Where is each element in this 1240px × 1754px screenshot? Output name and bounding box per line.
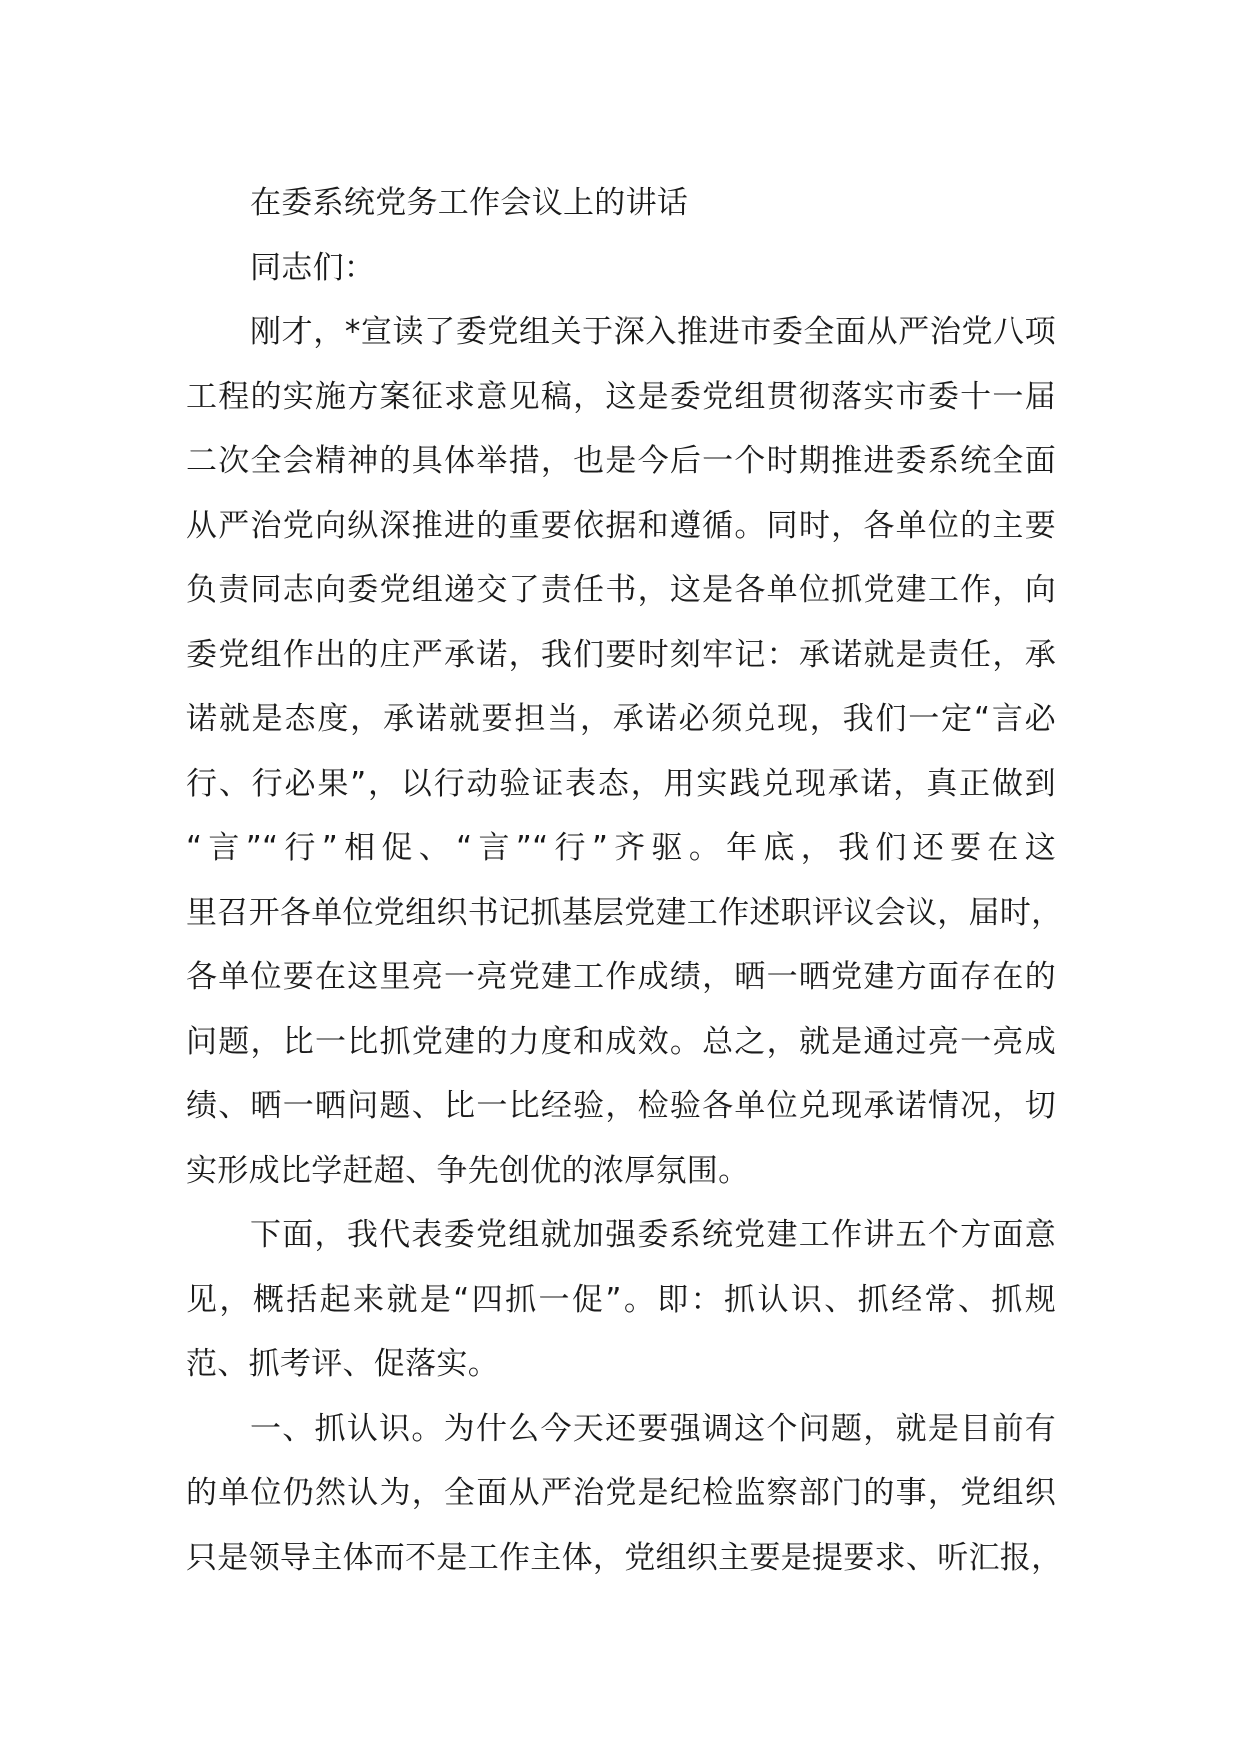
paragraph-1-line: 从严治党向纵深推进的重要依据和遵循。同时，各单位的主要 <box>186 507 1056 544</box>
document-title: 在委系统党务工作会议上的讲话 <box>250 185 689 221</box>
paragraph-1-line: “言”“行”相促、“言”“行”齐驱。年底，我们还要在这 <box>186 830 1056 866</box>
paragraph-1-line: 行、行必果”，以行动验证表态，用实践兑现承诺，真正做到 <box>186 765 1056 802</box>
paragraph-2-line: 下面，我代表委党组就加强委系统党建工作讲五个方面意 <box>250 1217 1056 1253</box>
paragraph-1-line: 诺就是态度，承诺就要担当，承诺必须兑现，我们一定“言必 <box>186 701 1056 737</box>
paragraph-1-line: 二次全会精神的具体举措，也是今后一个时期推进委系统全面 <box>186 443 1056 479</box>
paragraph-1-line: 委党组作出的庄严承诺，我们要时刻牢记：承诺就是责任，承 <box>186 636 1056 673</box>
paragraph-1-line: 实形成比学赶超、争先创优的浓厚氛围。 <box>186 1152 750 1189</box>
paragraph-3-line: 的单位仍然认为，全面从严治党是纪检监察部门的事，党组织 <box>186 1475 1056 1511</box>
paragraph-1-line: 各单位要在这里亮一亮党建工作成绩，晒一晒党建方面存在的 <box>186 959 1056 995</box>
paragraph-1-line: 问题，比一比抓党建的力度和成效。总之，就是通过亮一亮成 <box>186 1023 1056 1060</box>
paragraph-2-line: 范、抓考评、促落实。 <box>186 1346 499 1382</box>
document-body <box>186 171 1063 1590</box>
paragraph-1-line: 里召开各单位党组织书记抓基层党建工作述职评议会议，届时， <box>186 894 1063 931</box>
paragraph-1-line: 刚才，*宣读了委党组关于深入推进市委全面从严治党八项 <box>250 314 1056 350</box>
paragraph-3-line: 一、抓认识。为什么今天还要强调这个问题，就是目前有 <box>250 1410 1056 1447</box>
paragraph-1-line: 绩、晒一晒问题、比一比经验，检验各单位兑现承诺情况，切 <box>186 1088 1056 1124</box>
paragraph-1-line: 工程的实施方案征求意见稿，这是委党组贯彻落实市委十一届 <box>186 378 1056 415</box>
paragraph-1-line: 负责同志向委党组递交了责任书，这是各单位抓党建工作，向 <box>186 572 1056 608</box>
paragraph-2-line: 见，概括起来就是“四抓一促”。即：抓认识、抓经常、抓规 <box>186 1281 1056 1318</box>
salutation: 同志们： <box>250 249 376 286</box>
paragraph-3-line: 只是领导主体而不是工作主体，党组织主要是提要求、听汇报， <box>186 1539 1063 1576</box>
